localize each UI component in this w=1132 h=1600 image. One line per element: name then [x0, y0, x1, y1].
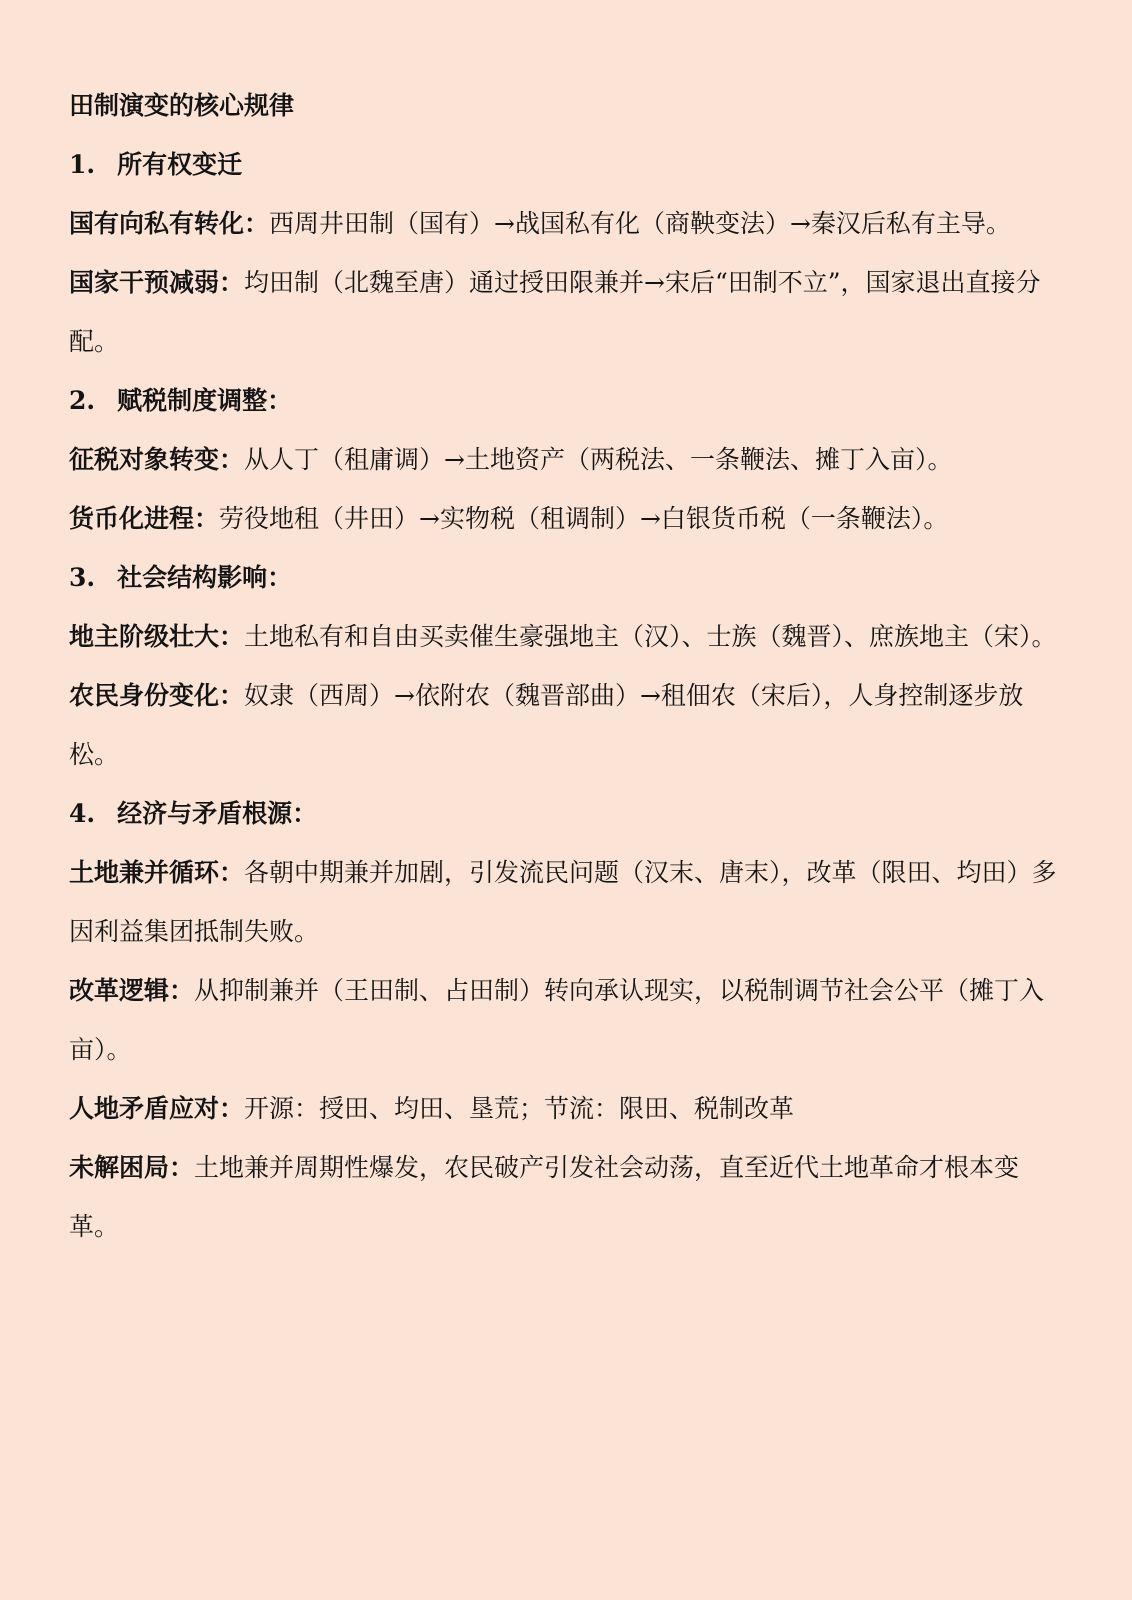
- item-term: 改革逻辑：: [69, 976, 195, 1005]
- item-term: 国家干预减弱：: [69, 268, 245, 297]
- section-heading-4: [69, 784, 1068, 843]
- document-title: 田制演变的核心规律: [69, 91, 295, 120]
- item-term: 农民身份变化：: [69, 681, 245, 710]
- section-heading-3: [69, 548, 1068, 607]
- item-text: 各朝中期兼并加剧，引发流民问题（汉末、唐末），改革（限田、均田）多因利益集团抵制失败。: [69, 858, 1057, 946]
- section-heading-text: 经济与矛盾根源：: [117, 799, 318, 828]
- paragraph-item: [69, 961, 1068, 1079]
- item-term: 人地矛盾应对：: [69, 1094, 245, 1123]
- section-heading-2: [69, 371, 1068, 430]
- paragraph-item: [69, 194, 1068, 253]
- item-term: 征税对象转变：: [69, 445, 245, 474]
- item-text: 均田制（北魏至唐）通过授田限兼并→宋后“田制不立”，国家退出直接分配。: [69, 268, 1041, 356]
- item-term: 国有向私有转化：: [69, 209, 270, 238]
- item-text: 从抑制兼并（王田制、占田制）转向承认现实，以税制调节社会公平（摊丁入亩）。: [69, 976, 1045, 1064]
- paragraph-item: [69, 843, 1068, 961]
- paragraph-item: [69, 666, 1068, 784]
- paragraph-item: [69, 253, 1068, 371]
- item-text: 开源：授田、均田、垦荒；节流：限田、税制改革: [244, 1094, 795, 1123]
- section-number: 3.: [69, 563, 96, 592]
- item-text: 土地私有和自由买卖催生豪强地主（汉）、士族（魏晋）、庶族地主（宋）。: [244, 622, 1057, 651]
- section-number: 1.: [69, 150, 96, 179]
- item-text: 西周井田制（国有）→战国私有化（商鞅变法）→秦汉后私有主导。: [269, 209, 1011, 238]
- paragraph-item: [69, 607, 1068, 666]
- item-term: 地主阶级壮大：: [69, 622, 245, 651]
- paragraph-item: [69, 1138, 1068, 1256]
- section-heading-text: 所有权变迁: [117, 150, 243, 179]
- item-term: 货币化进程：: [69, 504, 220, 533]
- item-text: 奴隶（西周）→依附农（魏晋部曲）→租佃农（宋后），人身控制逐步放松。: [69, 681, 1024, 769]
- section-heading-text: 赋税制度调整：: [117, 386, 293, 415]
- item-text: 从人丁（租庸调）→土地资产（两税法、一条鞭法、摊丁入亩）。: [244, 445, 953, 474]
- paragraph-item: [69, 489, 1068, 548]
- item-term: 未解困局：: [69, 1153, 195, 1182]
- item-text: 土地兼并周期性爆发，农民破产引发社会动荡，直至近代土地革命才根本变革。: [69, 1153, 1020, 1241]
- paragraph-item: [69, 430, 1068, 489]
- section-heading-1: [69, 135, 1068, 194]
- item-term: 土地兼并循环：: [69, 858, 245, 887]
- item-text: 劳役地租（井田）→实物税（租调制）→白银货币税（一条鞭法）。: [219, 504, 949, 533]
- section-heading-text: 社会结构影响：: [117, 563, 293, 592]
- section-number: 4.: [69, 799, 96, 828]
- paragraph-item: [69, 1079, 1068, 1138]
- section-number: 2.: [69, 386, 96, 415]
